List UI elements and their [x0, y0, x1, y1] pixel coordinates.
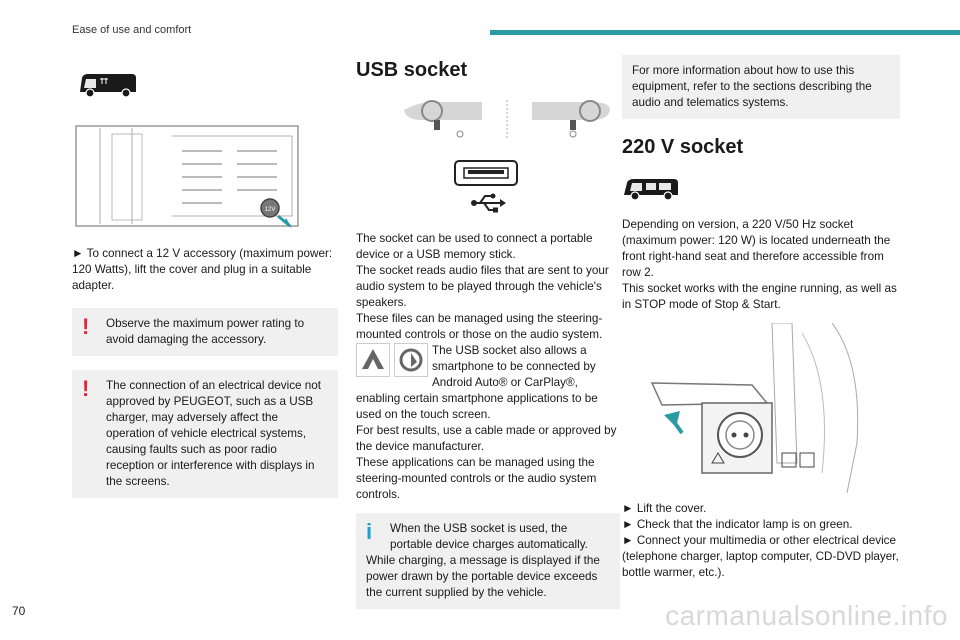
socket-12v-label: 12V: [264, 207, 276, 213]
socket-220v-p2: This socket works with the engine running, as well as in STOP mode of Stop & Start.: [622, 282, 897, 311]
dashboard-location-illustration: [402, 98, 612, 142]
warning-icon: !: [82, 376, 90, 401]
socket-220v-p1: Depending on version, a 220 V/50 Hz socket (maximum power: 120 W) is located underneath the front right-hand seat and therefore accessible from row 2.: [622, 218, 891, 279]
usb-p5: For best results, use a cable made or approved by the device manufacturer.: [356, 424, 617, 453]
usb-info-1: When the USB socket is used, the portable device charges automatically.: [390, 522, 588, 551]
warning-note-2: [72, 370, 338, 498]
warning-icon: !: [82, 314, 90, 339]
info-note-audio: [622, 55, 900, 119]
van-icon: [76, 70, 140, 100]
header-accent-bar: [490, 30, 960, 35]
passenger-van-icon: [622, 175, 680, 203]
carplay-icon: [394, 343, 428, 377]
warning-note-1: [72, 308, 338, 356]
column-3: [622, 55, 902, 581]
seat-socket-illustration: [632, 323, 892, 493]
usb-symbol-icon: [470, 192, 506, 214]
usb-p1: The socket can be used to connect a portable device or a USB memory stick.: [356, 232, 593, 261]
cargo-floor-illustration: [72, 116, 302, 236]
warning-text-2: The connection of an electrical device not approved by PEUGEOT, such as a USB charger, may adversely affect the operation of vehicle electrical systems, causing faults such as poor radio reception or interference with displays in the screens.: [106, 379, 322, 488]
socket-220v-step-2: ► Check that the indicator lamp is on green.: [622, 517, 902, 533]
socket-220v-title: 220 V socket: [622, 136, 744, 158]
socket-220v-step-3: ► Connect your multimedia or other electrical device (telephone charger, laptop computer, CD-DVD player, bottle warmer, etc.).: [622, 533, 902, 581]
page-header-title: Ease of use and comfort: [72, 24, 192, 36]
info-icon: i: [366, 519, 373, 544]
audio-info: For more information about how to use this equipment, refer to the sections describing the audio and telematics systems.: [632, 64, 872, 109]
warning-text-1: Observe the maximum power rating to avoid damaging the accessory.: [106, 317, 305, 346]
android-auto-icon: [356, 343, 390, 377]
info-note-usb: [356, 513, 620, 609]
usb-p2: The socket reads audio files that are sent to your audio system to be played through the vehicle's speakers.: [356, 264, 609, 309]
col1-instruction: ► To connect a 12 V accessory (maximum power: 120 Watts), lift the cover and plug in a suitable adapter.: [72, 247, 333, 292]
usb-p3: These files can be managed using the steering-mounted controls or those on the audio system.: [356, 312, 603, 341]
page-number: 70: [12, 604, 26, 618]
column-1: [72, 70, 338, 498]
column-2: [356, 58, 620, 609]
usb-info-2: While charging, a message is displayed if the power drawn by the portable device exceeds the current supplied by the vehicle.: [366, 554, 600, 599]
socket-220v-step-1: ► Lift the cover.: [622, 501, 902, 517]
usb-p4: The USB socket also allows a smartphone to be connected by Android Auto® or CarPlay®, enabling certain smartphone applications to be used on the touch screen.: [356, 344, 598, 421]
usb-socket-title: USB socket: [356, 59, 468, 81]
watermark: carmanualsonline.info: [665, 600, 948, 631]
usb-port-icon: [454, 160, 518, 186]
usb-p6: These applications can be managed using the steering-mounted controls or the audio system controls.: [356, 456, 597, 501]
